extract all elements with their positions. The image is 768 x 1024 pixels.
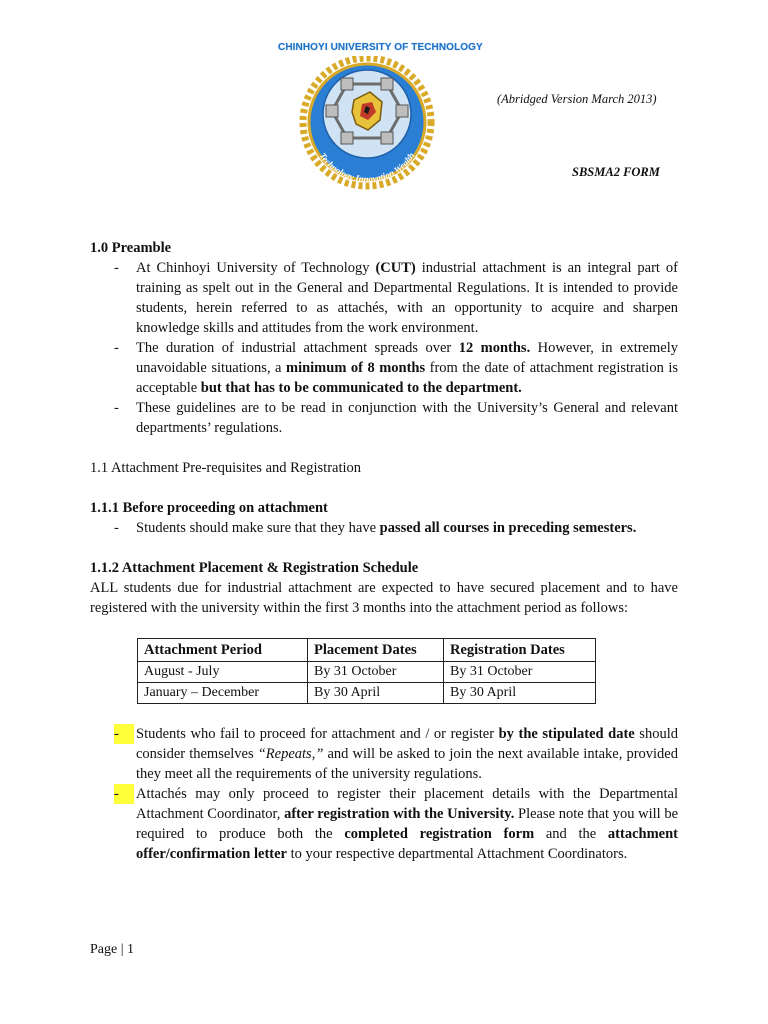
- table-cell: By 30 April: [444, 683, 596, 704]
- section-heading-1-1: 1.1 Attachment Pre-requisites and Registration: [90, 460, 362, 476]
- table-cell: January – December: [138, 683, 308, 704]
- list-item: - Students who fail to proceed for attachment and / or register by the stipulated date should consider themselves “Repeats,” and will be asked to join the next available intake, provided they meet all the requirements of the university regulations.: [114, 726, 678, 782]
- version-note: (Abridged Version March 2013): [497, 92, 657, 106]
- highlight-mark: -: [114, 784, 134, 804]
- logo-motto: Technology Innovation Wealth: [317, 150, 417, 184]
- rules-list: [90, 724, 678, 864]
- form-code: SBSMA2 FORM: [572, 165, 660, 179]
- preamble-heading: 1.0 Preamble: [90, 240, 172, 256]
- table-row: [138, 683, 596, 704]
- list-item: - Students should make sure that they have passed all courses in preceding semesters.: [114, 520, 637, 536]
- list-item: - These guidelines are to be read in conjunction with the University’s General and relevant departments’ regulations.: [114, 400, 678, 436]
- table-cell: By 31 October: [308, 662, 444, 683]
- column-header: Registration Dates: [444, 639, 596, 662]
- university-name: CHINHOYI UNIVERSITY OF TECHNOLOGY: [278, 42, 483, 53]
- list-item: - The duration of industrial attachment spreads over 12 months. However, in extremely unavoidable situations, a minimum of 8 months from the date of attachment registration is acceptable but that has to be communicated to the department.: [114, 340, 679, 396]
- university-logo: [292, 56, 442, 196]
- section-heading-1-1-1: 1.1.1 Before proceeding on attachment: [90, 500, 328, 516]
- table-cell: By 31 October: [444, 662, 596, 683]
- table-row: [138, 662, 596, 683]
- preamble-list: [90, 258, 678, 438]
- column-header: Placement Dates: [308, 639, 444, 662]
- document-body: [90, 238, 678, 864]
- column-header: Attachment Period: [138, 639, 308, 662]
- schedule-table: [137, 638, 596, 704]
- table-header-row: [138, 639, 596, 662]
- page-number: Page | 1: [90, 942, 135, 957]
- prerequisite-list: [90, 518, 678, 538]
- highlight-mark: -: [114, 724, 134, 744]
- table-cell: By 30 April: [308, 683, 444, 704]
- list-item: - At Chinhoyi University of Technology (CUT) industrial attachment is an integral part of training as spelt out in the General and Departmental Regulations. It is intended to provide students, herein referred to as attachés, with an opportunity to acquire and sharpen knowledge skills and attitudes from the work environment.: [114, 260, 678, 336]
- list-item: - Attachés may only proceed to register their placement details with the Departmental Attachment Coordinator, after registration with the University. Please note that you will be required to produce both the completed registration form and the attachment offer/confirmation letter to your respective departmental Attachment Coordinators.: [114, 786, 679, 862]
- table-cell: August - July: [138, 662, 308, 683]
- schedule-intro: ALL students due for industrial attachment are expected to have secured placement and to have registered with the university within the first 3 months into the attachment period as follows:: [90, 580, 678, 616]
- section-heading-1-1-2: 1.1.2 Attachment Placement & Registration Schedule: [90, 560, 419, 576]
